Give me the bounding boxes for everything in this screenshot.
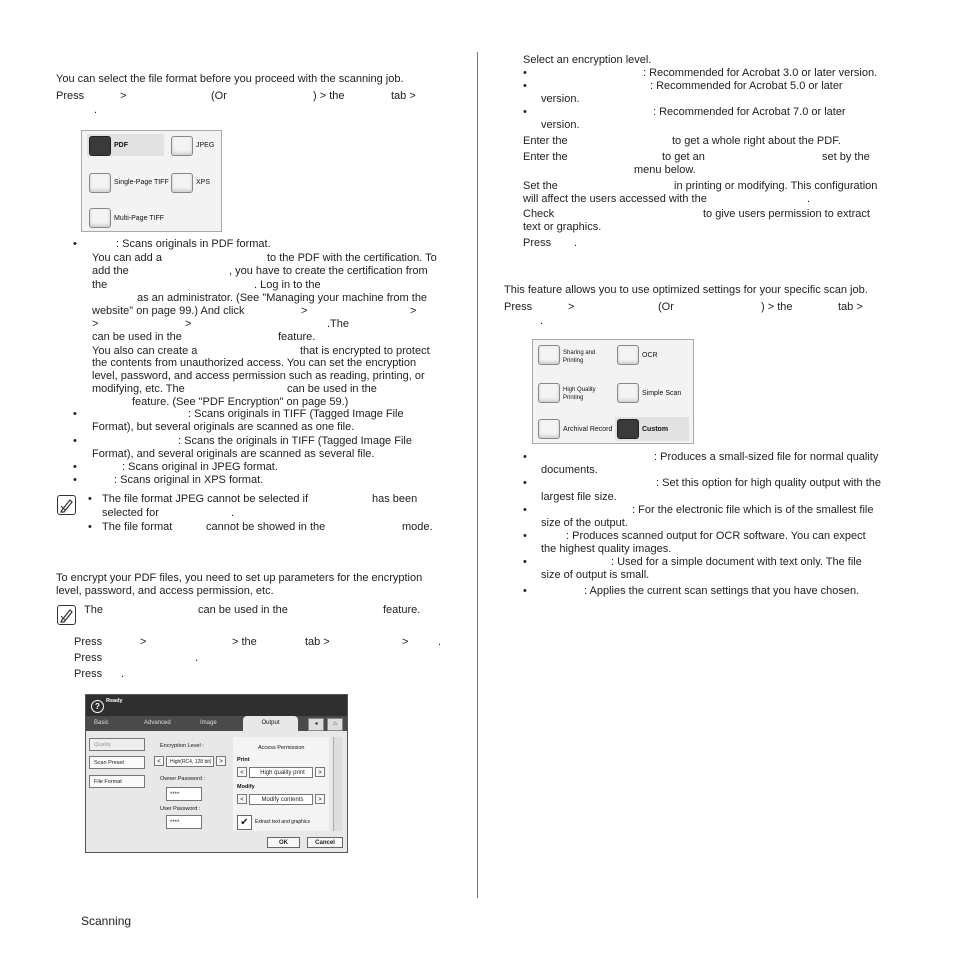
pdf-line: can be used in the [92,331,182,343]
step-text: menu below. [634,164,696,176]
pdf-line: .The [327,318,350,330]
pdf-option-label: PDF [114,142,128,149]
preset-desc: size of the output. [541,517,628,529]
scan-preset-intro: This feature allows you to use optimized settings for your specific scan job. [504,284,868,296]
scan-preset-panel [532,339,694,444]
side-file-format-button[interactable]: File Format [89,775,145,788]
archival-record-option-button[interactable] [538,419,560,439]
step-text: Press [74,652,103,664]
step-text: tab > [305,636,330,648]
note-text: . [231,507,235,519]
step-text: . [807,193,811,205]
preset-desc: : Applies the current scan settings that you have chosen. [584,585,860,597]
preset-desc: : Set this option for high quality output with the [656,477,882,489]
pdf-option-button[interactable] [89,136,111,156]
bullet: • [523,585,527,597]
note-text: mode. [402,521,433,533]
level-desc: version. [541,119,580,131]
side-quality-button[interactable]: Quality [89,738,145,751]
user-password-field[interactable]: **** [166,815,202,829]
enc-level-right-arrow[interactable]: > [216,756,226,766]
note-icon [57,605,76,625]
jpeg-option-button[interactable] [171,136,193,156]
modify-right-arrow[interactable]: > [315,794,325,804]
note-text: The file format [102,521,173,533]
xps-option-label: XPS [196,179,211,186]
modify-left-arrow[interactable]: < [237,794,247,804]
bullet: • [523,504,527,516]
column-divider [477,52,478,898]
pdf-line: the [92,279,108,291]
pdf-line: > [410,305,417,317]
step-text: to get a whole right about the PDF. [672,135,841,147]
note-text: has been [372,493,418,505]
encryption-intro: To encrypt your PDF files, you need to set up parameters for the encryption [56,572,423,584]
step-text: Select an encryption level. [523,54,652,66]
pdf-encryption-screen [85,694,348,853]
step-text: to get an [662,151,705,163]
archival-record-option-label: Archival Record [563,426,613,433]
owner-password-field[interactable]: **** [166,787,202,801]
step-text: . [121,668,125,680]
custom-option-button[interactable] [617,419,639,439]
back-arrow-icon[interactable]: ◂ [308,718,324,731]
ff-the: ) > the [313,90,345,102]
side-scan-preset-button[interactable]: Scan Preset [89,756,145,769]
multi-page-tiff-option-button[interactable] [89,208,111,228]
jpeg-option-label: JPEG [196,142,215,149]
step-text: . [438,636,442,648]
modify-value: Modify contents [249,794,313,805]
pdf-line: , you have to create the certification from [229,265,428,277]
step-text: in printing or modifying. This configuration [674,180,878,192]
enc-level-left-arrow[interactable]: < [154,756,164,766]
custom-option-label: Custom [642,426,669,433]
step-text: set by the [822,151,870,163]
bullet: • [523,80,527,92]
preset-desc: : Produces a small-sized file for normal quality [654,451,879,463]
note-text: selected for [102,507,159,519]
step-text: > the [232,636,257,648]
modify-label: Modify [237,784,255,790]
note-text: The file format JPEG cannot be selected if [102,493,309,505]
high-quality-printing-option-button[interactable] [538,383,560,403]
high-quality-printing-option-label: High Quality Printing [563,387,596,401]
step-text: . [195,652,199,664]
multi-tiff-desc: Format), and several originals are scanned as several file. [92,448,375,460]
pdf-desc: : Scans originals in PDF format. [116,238,271,250]
sharing-printing-option-label: Sharing and Printing [563,350,596,364]
ff-press: Press [56,90,85,102]
preset-desc: : Produces scanned output for OCR software. You can expect [566,530,866,542]
ocr-option-button[interactable] [617,345,639,365]
note-icon [57,495,76,515]
pdf-line: level, password, and access permission such as reading, printing, or [92,370,425,382]
step-text: Press [523,237,552,249]
help-icon[interactable]: ? [91,700,104,713]
owner-password-label: Owner Password : [160,776,205,782]
note-text: can be used in the [198,604,288,616]
multi-page-tiff-option-label: Multi-Page TIFF [114,215,165,222]
simple-scan-option-label: Simple Scan [642,390,682,397]
ff-dot: . [94,104,98,116]
step-text: Set the [523,180,558,192]
bullet: • [73,408,77,420]
xps-desc: : Scans original in XPS format. [114,474,264,486]
step-text: Press [504,301,533,313]
print-left-arrow[interactable]: < [237,767,247,777]
ok-button[interactable]: OK [267,837,300,848]
single-page-tiff-option-label: Single-Page TIFF [114,179,169,186]
file-format-panel [81,130,222,232]
preset-desc: largest file size. [541,491,617,503]
bullet: • [523,106,527,118]
tab-advanced[interactable]: Advanced [144,720,171,726]
sharing-printing-option-button[interactable] [538,345,560,365]
ff-gt: > [120,90,127,102]
step-text: Enter the [523,151,568,163]
pdf-line: . Log in to the [254,279,321,291]
pdf-line: > [92,318,99,330]
pdf-line: modifying, etc. The [92,383,185,395]
ff-or: (Or [211,90,227,102]
scrollbar[interactable] [333,737,342,831]
home-icon[interactable]: ⌂ [327,718,343,731]
step-text: > [568,301,575,313]
screen-status-bar [86,695,347,716]
tab-output[interactable]: Output [243,716,298,731]
step-text: Check [523,208,555,220]
user-password-label: User Password : [160,806,201,812]
step-text: > [140,636,147,648]
tab-basic[interactable]: Basic [94,720,109,726]
pdf-line: the contents from unauthorized access. You can set the encryption [92,357,417,369]
step-text: . [574,237,578,249]
preset-desc: : For the electronic file which is of the smallest file [632,504,874,516]
extract-label: Extract text and graphics [255,819,311,825]
cancel-button[interactable]: Cancel [307,837,343,848]
bullet: • [523,530,527,542]
bullet: • [73,461,77,473]
access-permission-title: Access Permission [258,745,305,751]
note-text: cannot be showed in the [206,521,326,533]
step-text: Enter the [523,135,568,147]
step-text: will affect the users accessed with the [523,193,707,205]
pdf-line: feature. (See "PDF Encryption" on page 59.) [132,396,349,408]
pdf-line: feature. [278,331,316,343]
status-text: Ready [106,698,123,704]
encryption-intro: level, password, and access permission, etc. [56,585,274,597]
pdf-line: website" on page 99.) And click [92,305,245,317]
bullet: • [523,67,527,79]
pdf-line: > [185,318,192,330]
preset-desc: the highest quality images. [541,543,672,555]
screen-tabs [86,716,347,731]
note-text: feature. [383,604,421,616]
step-text: tab > [838,301,863,313]
print-label: Print [237,757,250,763]
pdf-line: add the [92,265,129,277]
step-text: > [402,636,409,648]
bullet: • [523,451,527,463]
single-tiff-desc: : Scans originals in TIFF (Tagged Image File [188,408,404,420]
footer-section-name: Scanning [81,914,132,928]
step-text: to give users permission to extract [703,208,870,220]
pdf-line: as an administrator. (See "Managing your machine from the [137,292,428,304]
step-text: Press [74,636,103,648]
extract-checkbox[interactable]: ✔ [237,815,252,830]
pdf-line: that is encrypted to protect [300,345,430,357]
pdf-line: > [301,305,308,317]
single-page-tiff-option-button[interactable] [89,173,111,193]
bullet: • [88,521,92,533]
print-value: High quality print [249,767,313,778]
bullet: • [523,556,527,568]
pdf-line: You also can create a [92,345,198,357]
simple-scan-option-button[interactable] [617,383,639,403]
ocr-option-label: OCR [642,352,658,359]
bullet: • [88,493,92,505]
file-format-intro: You can select the file format before you proceed with the scanning job. [56,73,404,85]
level-desc: : Recommended for Acrobat 3.0 or later version. [643,67,878,79]
jpeg-desc: : Scans original in JPEG format. [122,461,278,473]
step-text: ) > the [761,301,793,313]
step-text: . [540,315,544,327]
bullet: • [523,477,527,489]
step-text: (Or [658,301,674,313]
encryption-level-label: Encryption Level : [160,743,204,749]
tab-image[interactable]: Image [200,720,217,726]
step-text: Press [74,668,103,680]
single-tiff-desc: Format), but several originals are scanned as one file. [92,421,355,433]
encryption-level-value: High(RC4, 128 bit) [166,756,214,767]
bullet: • [73,238,77,250]
step-text: text or graphics. [523,221,602,233]
note-text: The [84,604,103,616]
xps-option-button[interactable] [171,173,193,193]
pdf-line: You can add a [92,252,162,264]
preset-desc: size of output is small. [541,569,650,581]
level-desc: version. [541,93,580,105]
bullet: • [73,474,77,486]
level-desc: : Recommended for Acrobat 5.0 or later [650,80,843,92]
pdf-line: can be used in the [287,383,377,395]
ff-tab: tab > [391,90,416,102]
print-right-arrow[interactable]: > [315,767,325,777]
preset-desc: : Used for a simple document with text only. The file [611,556,862,568]
multi-tiff-desc: : Scans the originals in TIFF (Tagged Image File [178,435,412,447]
level-desc: : Recommended for Acrobat 7.0 or later [653,106,846,118]
preset-desc: documents. [541,464,598,476]
bullet: • [73,435,77,447]
pdf-line: to the PDF with the certification. To [267,252,437,264]
